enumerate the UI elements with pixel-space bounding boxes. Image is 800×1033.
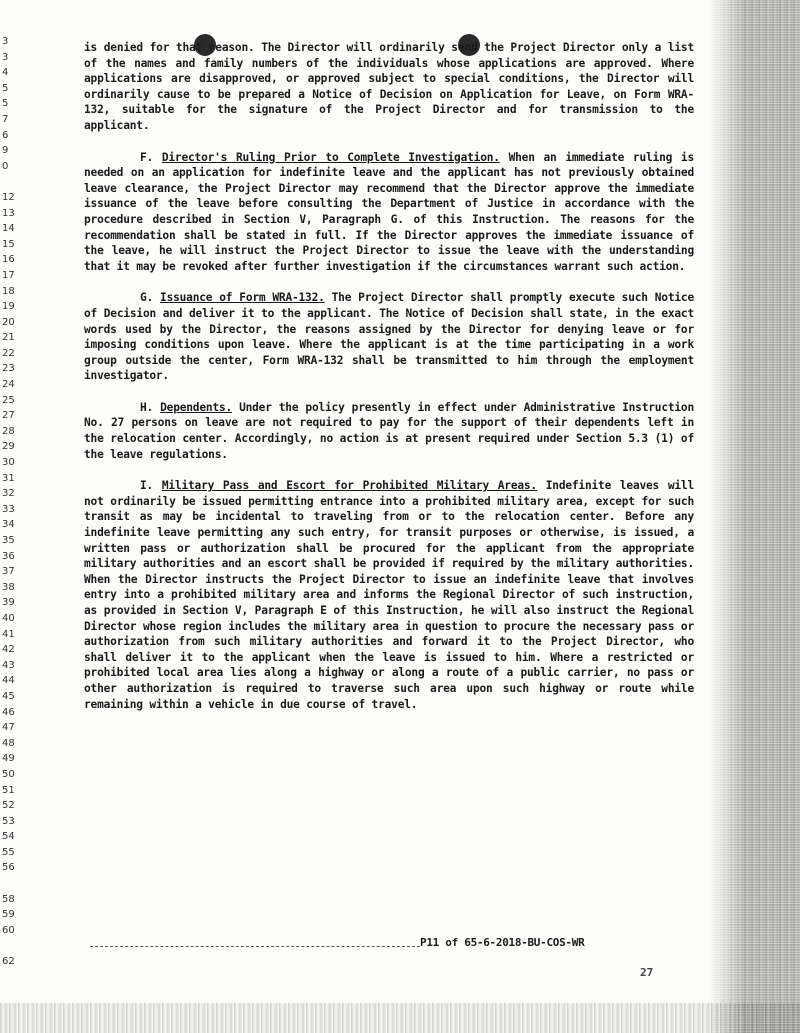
scan-bottom-noise xyxy=(0,1003,800,1033)
margin-line-number: 40 xyxy=(2,612,15,624)
section-f-heading: Director's Ruling Prior to Complete Investigation. xyxy=(161,150,500,164)
margin-line-number: 27 xyxy=(2,410,15,422)
margin-line-number: 37 xyxy=(2,566,15,578)
margin-line-number: 42 xyxy=(2,644,15,656)
margin-line-number: 25 xyxy=(2,394,15,406)
margin-line-number: 5 xyxy=(2,98,9,110)
margin-line-number: 44 xyxy=(2,675,15,687)
margin-line-number: 52 xyxy=(2,800,15,812)
paragraph-1-text: is denied for that reason. The Director will ordinarily send the Project Director only a list of the names and family numbers of the individuals whose applications are approved. Where applications are disapproved, or approved subject to special conditions, the Director will ordinarily cause to be prepared a Notice of Decision on Application for Leave, on Form WRA-132, suitable for the signature of the Project Director and for transmission to the applicant. xyxy=(84,41,694,132)
margin-line-number: 30 xyxy=(2,457,15,469)
margin-line-number: 31 xyxy=(2,472,15,484)
section-i-heading: Military Pass and Escort for Prohibited Military Areas. xyxy=(161,479,537,493)
margin-line-number: 4 xyxy=(2,67,9,79)
section-f-letter: F. xyxy=(140,150,154,164)
section-f xyxy=(84,150,694,275)
margin-line-number: 33 xyxy=(2,503,15,515)
margin-line-number: 53 xyxy=(2,815,15,827)
margin-line-number: 22 xyxy=(2,347,15,359)
margin-line-number: 54 xyxy=(2,831,15,843)
section-h-letter: H. xyxy=(140,400,154,414)
footer-document-code: P11 of 65-6-2018-BU-COS-WR xyxy=(420,936,585,949)
margin-line-number: 58 xyxy=(2,893,15,905)
margin-line-number: 56 xyxy=(2,862,15,874)
margin-line-number xyxy=(2,938,18,954)
margin-line-number: 47 xyxy=(2,722,15,734)
margin-line-number: 23 xyxy=(2,363,15,375)
margin-line-number: 3 xyxy=(2,36,9,47)
margin-line-number: 24 xyxy=(2,379,15,391)
section-h-body: Under the policy presently in effect under Administrative Instruction No. 27 persons on leave are not required to pay for the support of their dependents left in the relocation center. Accordingly, no action is at present required under Section 5.3 (1) of the leave regulations. xyxy=(84,400,694,461)
margin-line-number: 35 xyxy=(2,535,15,546)
scan-edge-noise xyxy=(708,0,800,1033)
margin-line-number: 51 xyxy=(2,784,15,796)
margin-line-number: 19 xyxy=(2,301,15,313)
margin-line-number: 28 xyxy=(2,425,15,437)
section-f-body: When an immediate ruling is needed on an application for indefinite leave and the applicant has not previously obtained leave clearance, the Project Director may recommend that the Director approve the immediate issuance of the leave before consulting the Department of Justice in accordance with the procedure described in Section V, Paragraph G. of this Instruction. The reasons for the recommendation shall be stated in full. If the Director approves the immediate issuance of the leave, he will instruct the Project Director to issue the leave with the understanding that it may be revoked after further investigation if the circumstances warrant such action. xyxy=(84,150,694,273)
margin-line-number: 5 xyxy=(2,82,9,94)
margin-line-number: 60 xyxy=(2,924,15,936)
margin-line-number: 13 xyxy=(2,207,15,219)
margin-line-number: 46 xyxy=(2,706,15,718)
margin-line-number: 45 xyxy=(2,690,15,702)
margin-line-number: 39 xyxy=(2,597,15,609)
section-h xyxy=(84,400,694,462)
margin-line-number: 49 xyxy=(2,753,15,765)
margin-line-number: 43 xyxy=(2,659,15,671)
margin-line-number: 29 xyxy=(2,441,15,453)
margin-line-number: 12 xyxy=(2,191,15,203)
footer-rule xyxy=(90,946,420,947)
margin-line-number: 32 xyxy=(2,488,15,500)
margin-line-number xyxy=(2,876,18,892)
section-i-body: Indefinite leaves will not ordinarily be issued permitting entrance into a prohibited military area, except for such transit as may be incidental to traveling from or to the relocation center. Before any indefinite leave permitting any such entry, for transit purposes or otherwise, is issued, a written pass or authorization shall be procured for the applicant from the appropriate military authorities and an escort shall be provided if required by the military authorities. When the Director instructs the Project Director to issue an indefinite leave that involves entry into a prohibited military area and informs the Regional Director of such instruction, as provided in Section V, Paragraph E of this Instruction, he will also instruct the Regional Director whose region includes the military area in question to procure the necessary pass or authorization from such military authorities and forward it to the Project Director, who shall deliver it to the applicant when the leave is issued to him. Where a restricted or prohibited local area lies along a highway or along a route of a public carrier, no pass or other authorization is required to traverse such area upon such highway or route while remaining within a vehicle in due course of travel. xyxy=(84,479,695,711)
margin-line-number: 34 xyxy=(2,519,15,531)
margin-line-number: 55 xyxy=(2,846,15,858)
margin-line-number: 41 xyxy=(2,628,15,640)
margin-line-number xyxy=(2,174,18,190)
margin-line-number: 0 xyxy=(2,160,9,172)
document-body xyxy=(84,40,694,728)
margin-line-number: 7 xyxy=(2,113,9,125)
margin-line-number: 20 xyxy=(2,316,15,328)
margin-line-number: 62 xyxy=(2,956,15,968)
section-i-letter: I. xyxy=(140,479,154,493)
margin-line-number: 16 xyxy=(2,254,15,266)
margin-line-number: 3 xyxy=(2,51,9,63)
margin-line-number: 6 xyxy=(2,129,9,141)
margin-line-number: 50 xyxy=(2,768,15,780)
margin-line-number: 18 xyxy=(2,285,15,297)
section-g-letter: G. xyxy=(140,291,154,305)
margin-line-number: 9 xyxy=(2,145,9,157)
margin-line-number: 15 xyxy=(2,238,15,250)
margin-line-number: 38 xyxy=(2,581,15,593)
section-g xyxy=(84,290,694,384)
margin-line-numbers xyxy=(2,34,18,970)
paragraph-continuation xyxy=(84,40,694,134)
margin-line-number: 21 xyxy=(2,332,15,344)
section-g-body: The Project Director shall promptly execute such Notice of Decision and deliver it to the applicant. The Notice of Decision shall state, in the exact words used by the Director, the reasons assigned by the Director for denying leave or for imposing conditions upon leave. Where the applicant is at the time participating in a work group outside the center, Form WRA-132 shall be transmitted to him through the employment investigator. xyxy=(84,291,694,383)
section-g-heading: Issuance of Form WRA-132. xyxy=(160,291,325,305)
section-h-heading: Dependents. xyxy=(160,400,233,414)
section-i xyxy=(84,478,694,712)
margin-line-number: 17 xyxy=(2,269,15,281)
margin-line-number: 59 xyxy=(2,909,15,921)
margin-line-number: 36 xyxy=(2,550,15,562)
margin-line-number: 14 xyxy=(2,223,15,235)
footer-page-mark: 27 xyxy=(640,966,654,979)
margin-line-number: 48 xyxy=(2,737,15,749)
